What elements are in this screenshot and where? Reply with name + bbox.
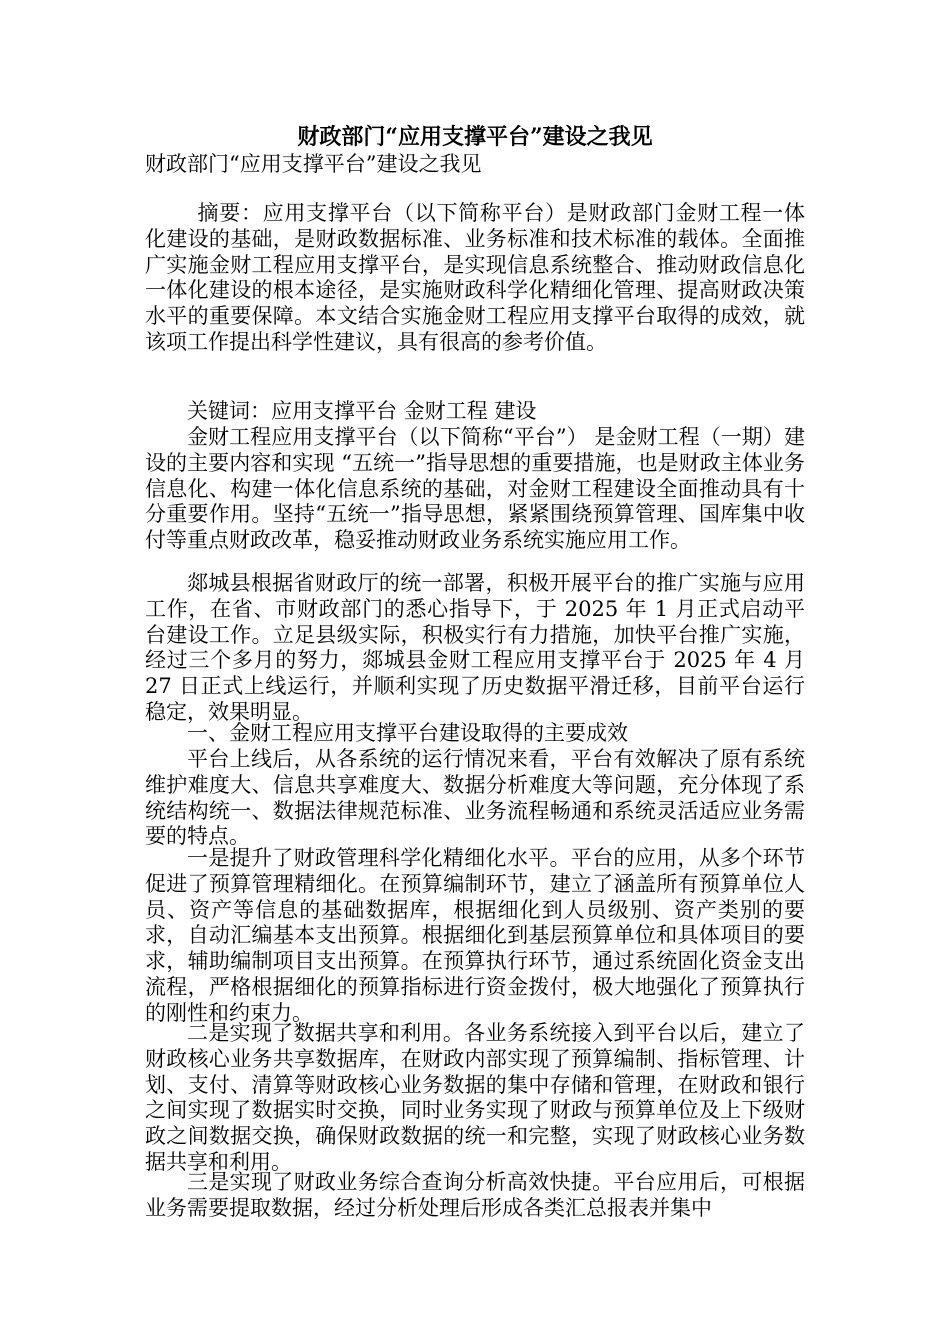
body-paragraph: 三是实现了财政业务综合查询分析高效快捷。平台应用后，可根据业务需要提取数据，经过分析处理后形成各类汇总报表并集中 (145, 1170, 805, 1220)
body-paragraph: 一是提升了财政管理科学化精细化水平。平台的应用，从多个环节促进了预算管理精细化。在预算编制环节，建立了涵盖所有预算单位人员、资产等信息的基础数据库，根据细化到人员级别、资产类别的要求，自动汇编基本支出预算。根据细化到基层预算单位和具体项目的要求，辅助编制项目支出预算。在预算执行环节，通过系统固化资金支出流程，严格根据细化的预算指标进行资金拨付，极大地强化了预算执行的刚性和约束力。 (145, 846, 805, 1025)
document-title: 财政部门“应用支撑平台”建设之我见 (297, 124, 653, 150)
document-subtitle: 财政部门“应用支撑平台”建设之我见 (145, 152, 482, 176)
section-heading: 一、金财工程应用支撑平台建设取得的主要成效 (187, 721, 628, 745)
abstract-paragraph: 摘要：应用支撑平台（以下简称平台）是财政部门金财工程一体化建设的基础，是财政数据标准、业务标准和技术标准的载体。全面推广实施金财工程应用支撑平台，是实现信息系统整合、推动财政信息化一体化建设的根本途径，是实施财政科学化精细化管理、提高财政决策水平的重要保障。本文结合实施金财工程应用支撑平台取得的成效，就该项工作提出科学性建议，具有很高的参考价值。 (145, 201, 805, 354)
body-paragraph: 二是实现了数据共享和利用。各业务系统接入到平台以后，建立了财政核心业务共享数据库，在财政内部实现了预算编制、指标管理、计划、支付、清算等财政核心业务数据的集中存储和管理，在财政和银行之间实现了数据实时交换，同时业务实现了财政与预算单位及上下级财政之间数据交换，确保财政数据的统一和完整，实现了财政核心业务数据共享和利用。 (145, 1021, 805, 1174)
body-paragraph: 平台上线后，从各系统的运行情况来看，平台有效解决了原有系统维护难度大、信息共享难度大、数据分析难度大等问题，充分体现了系统结构统一、数据法律规范标准、业务流程畅通和系统灵活适应业务需要的特点。 (145, 747, 805, 849)
body-paragraph: 郯城县根据省财政厅的统一部署，积极开展平台的推广实施与应用工作，在省、市财政部门的悉心指导下，于 2025 年 1 月正式启动平台建设工作。立足县级实际，积极实行有力措施，加快平台推广实施，经过三个多月的努力，郯城县金财工程应用支撑平台于 2025 年 4 月 27 日正式上线运行，并顺利实现了历史数据平滑迁移，目前平台运行稳定，效果明显。 (145, 571, 805, 724)
keywords-line: 关键词：应用支撑平台 金财工程 建设 (187, 399, 537, 423)
body-paragraph: 金财工程应用支撑平台（以下简称“平台”） 是金财工程（一期）建设的主要内容和实现 “五统一”指导思想的重要措施，也是财政主体业务信息化、构建一体化信息系统的基础，对金财工程建设全面推动具有十分重要作用。坚持“五统一”指导思想，紧紧围绕预算管理、国库集中收付等重点财政改革，稳妥推动财政业务系统实施应用工作。 (145, 425, 805, 553)
